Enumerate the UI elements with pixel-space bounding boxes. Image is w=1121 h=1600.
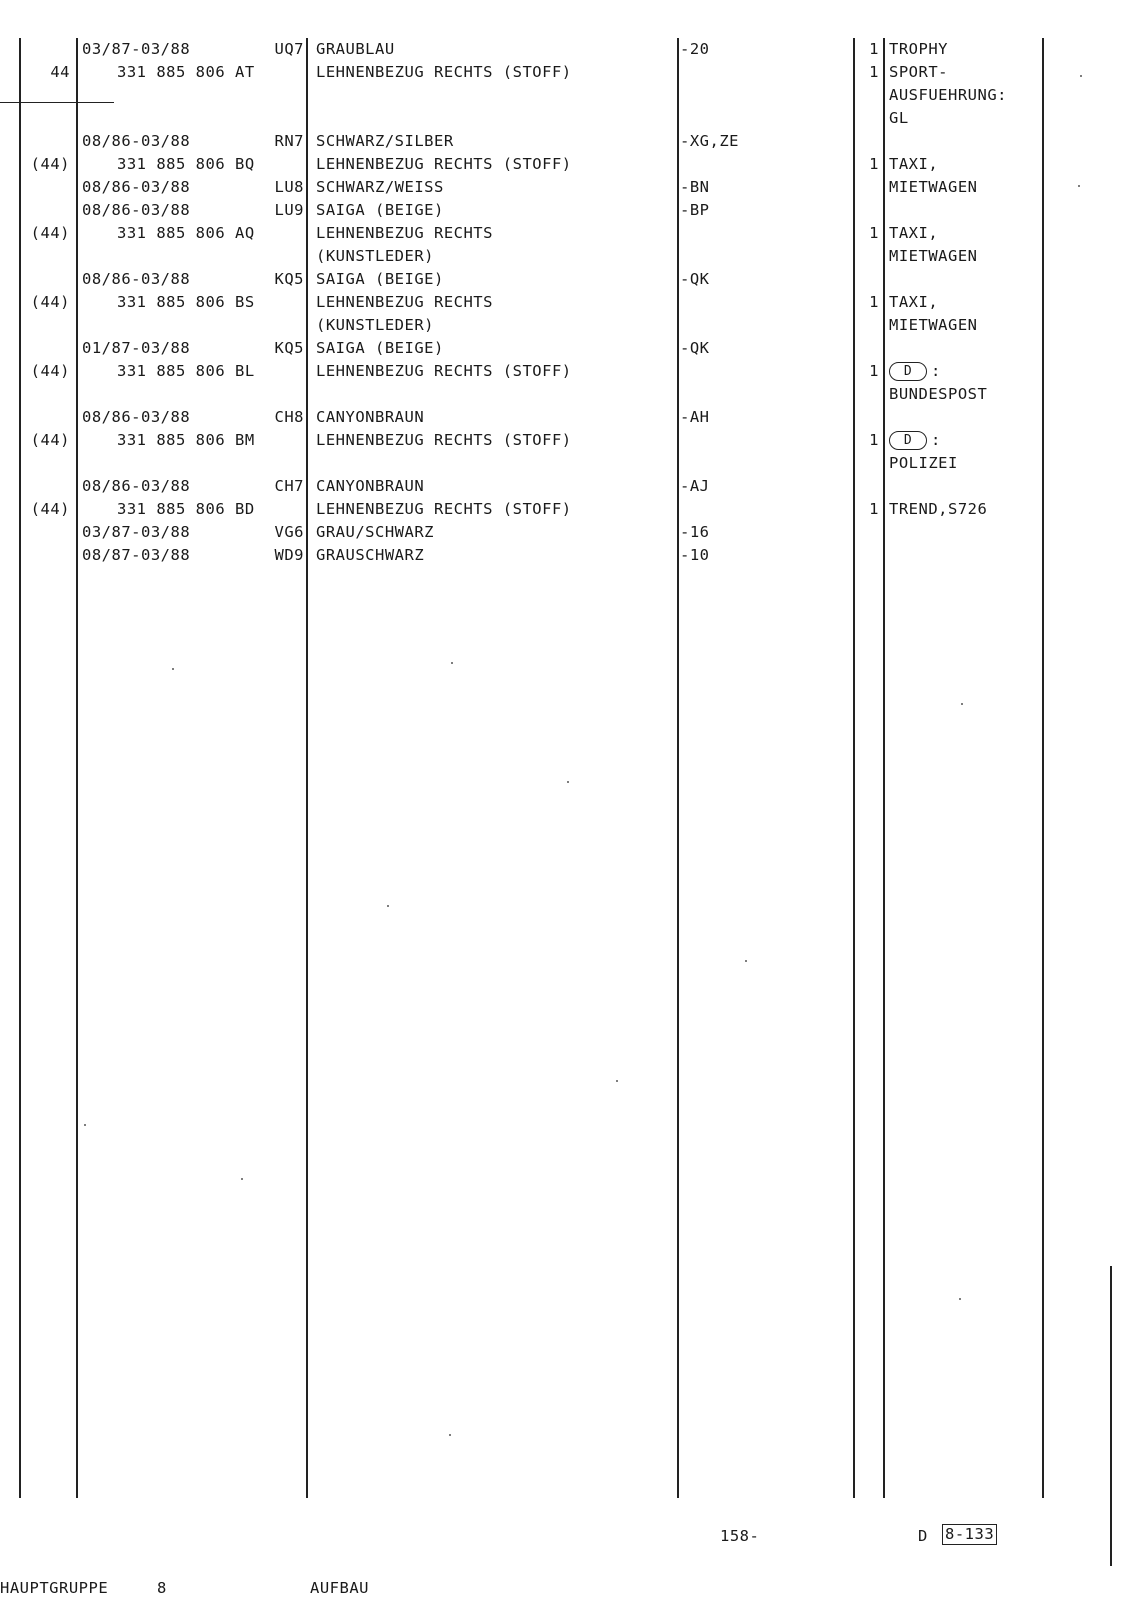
remark: MIETWAGEN (889, 316, 978, 334)
position-number: (44) (30, 431, 70, 449)
description: CANYONBRAUN (316, 477, 425, 495)
scan-speck (241, 1178, 243, 1180)
reference: -BP (680, 201, 710, 219)
column-rule-code (306, 38, 308, 1498)
scan-speck (567, 781, 569, 783)
remark: AUSFUEHRUNG: (889, 86, 1007, 104)
reference: -AJ (680, 477, 710, 495)
scan-speck (387, 905, 389, 907)
reference: -16 (680, 523, 710, 541)
description: LEHNENBEZUG RECHTS (316, 293, 493, 311)
description: CANYONBRAUN (316, 408, 425, 426)
part-or-date: 08/86-03/88 (82, 408, 191, 426)
remark: BUNDESPOST (889, 385, 988, 403)
color-code: CH8 (274, 408, 304, 426)
scan-speck (1080, 75, 1082, 77)
scan-speck (745, 960, 747, 962)
description: SAIGA (BEIGE) (316, 339, 444, 357)
item-separator (0, 102, 114, 103)
hauptgruppe-label: HAUPTGRUPPE (0, 1579, 109, 1597)
page-reference (942, 1523, 997, 1546)
remark: TAXI, (889, 155, 939, 173)
remark (889, 429, 941, 452)
part-or-date: 08/86-03/88 (82, 270, 191, 288)
scan-speck (616, 1080, 618, 1082)
reference: -XG,ZE (680, 132, 739, 150)
description: LEHNENBEZUG RECHTS (STOFF) (316, 500, 572, 518)
reference: -QK (680, 270, 710, 288)
part-or-date: 331 885 806 AQ (117, 224, 255, 242)
reference: -QK (680, 339, 710, 357)
reference: -20 (680, 40, 710, 58)
scan-speck (449, 1434, 451, 1436)
color-code: CH7 (274, 477, 304, 495)
country-badge: D (889, 431, 927, 450)
description: SCHWARZ/SILBER (316, 132, 454, 150)
description: (KUNSTLEDER) (316, 247, 434, 265)
scan-speck (172, 668, 174, 670)
remark: GL (889, 109, 909, 127)
page-reference-box: 8-133 (942, 1524, 997, 1545)
column-rule-reference (853, 38, 855, 1498)
part-or-date: 331 885 806 BL (117, 362, 255, 380)
remark: MIETWAGEN (889, 247, 978, 265)
color-code: UQ7 (274, 40, 304, 58)
position-number: (44) (30, 293, 70, 311)
remark: POLIZEI (889, 454, 958, 472)
right-edge-bar (1110, 1266, 1112, 1566)
description: (KUNSTLEDER) (316, 316, 434, 334)
quantity: 1 (869, 224, 879, 242)
quantity: 1 (869, 155, 879, 173)
remark: TAXI, (889, 293, 939, 311)
remark-text: : (931, 362, 941, 380)
part-or-date: 01/87-03/88 (82, 339, 191, 357)
position-number: (44) (30, 155, 70, 173)
description: GRAU/SCHWARZ (316, 523, 434, 541)
scan-speck (1078, 185, 1080, 187)
description: GRAUBLAU (316, 40, 395, 58)
part-or-date: 08/87-03/88 (82, 546, 191, 564)
description: LEHNENBEZUG RECHTS (316, 224, 493, 242)
quantity: 1 (869, 500, 879, 518)
position-number: (44) (30, 224, 70, 242)
remark (889, 360, 941, 383)
description: SCHWARZ/WEISS (316, 178, 444, 196)
column-rule-description (677, 38, 679, 1498)
part-or-date: 08/86-03/88 (82, 178, 191, 196)
remark: TREND,S726 (889, 500, 988, 518)
quantity: 1 (869, 40, 879, 58)
country-badge: D (889, 362, 927, 381)
description: LEHNENBEZUG RECHTS (STOFF) (316, 155, 572, 173)
part-or-date: 08/86-03/88 (82, 201, 191, 219)
color-code: RN7 (274, 132, 304, 150)
reference: -10 (680, 546, 710, 564)
part-or-date: 331 885 806 BS (117, 293, 255, 311)
quantity: 1 (869, 431, 879, 449)
description: LEHNENBEZUG RECHTS (STOFF) (316, 63, 572, 81)
part-or-date: 331 885 806 AT (117, 63, 255, 81)
position-number: (44) (30, 500, 70, 518)
color-code: WD9 (274, 546, 304, 564)
column-rule-right (1042, 38, 1044, 1498)
description: SAIGA (BEIGE) (316, 270, 444, 288)
position-number: 44 (50, 63, 70, 81)
remark: SPORT- (889, 63, 948, 81)
remark-text: : (931, 431, 941, 449)
scan-speck (84, 1124, 86, 1126)
color-code: VG6 (274, 523, 304, 541)
scan-speck (959, 1298, 961, 1300)
page-number: 158- (720, 1527, 760, 1545)
part-or-date: 331 885 806 BD (117, 500, 255, 518)
hauptgruppe-value: 8 (157, 1579, 167, 1597)
column-rule-left (19, 38, 21, 1498)
description: SAIGA (BEIGE) (316, 201, 444, 219)
reference: -BN (680, 178, 710, 196)
part-or-date: 03/87-03/88 (82, 40, 191, 58)
part-or-date: 331 885 806 BQ (117, 155, 255, 173)
part-or-date: 03/87-03/88 (82, 523, 191, 541)
part-or-date: 08/86-03/88 (82, 132, 191, 150)
section-title: AUFBAU (310, 1579, 369, 1597)
reference: -AH (680, 408, 710, 426)
part-or-date: 08/86-03/88 (82, 477, 191, 495)
remark: TAXI, (889, 224, 939, 242)
scan-speck (961, 703, 963, 705)
remark: TROPHY (889, 40, 948, 58)
quantity: 1 (869, 362, 879, 380)
scan-speck (451, 662, 453, 664)
color-code: LU9 (274, 201, 304, 219)
color-code: KQ5 (274, 339, 304, 357)
country-code: D (918, 1527, 928, 1545)
description: LEHNENBEZUG RECHTS (STOFF) (316, 362, 572, 380)
description: LEHNENBEZUG RECHTS (STOFF) (316, 431, 572, 449)
description: GRAUSCHWARZ (316, 546, 425, 564)
position-number: (44) (30, 362, 70, 380)
column-rule-position (76, 38, 78, 1498)
remark: MIETWAGEN (889, 178, 978, 196)
quantity: 1 (869, 63, 879, 81)
color-code: KQ5 (274, 270, 304, 288)
color-code: LU8 (274, 178, 304, 196)
part-or-date: 331 885 806 BM (117, 431, 255, 449)
quantity: 1 (869, 293, 879, 311)
column-rule-qty (883, 38, 885, 1498)
